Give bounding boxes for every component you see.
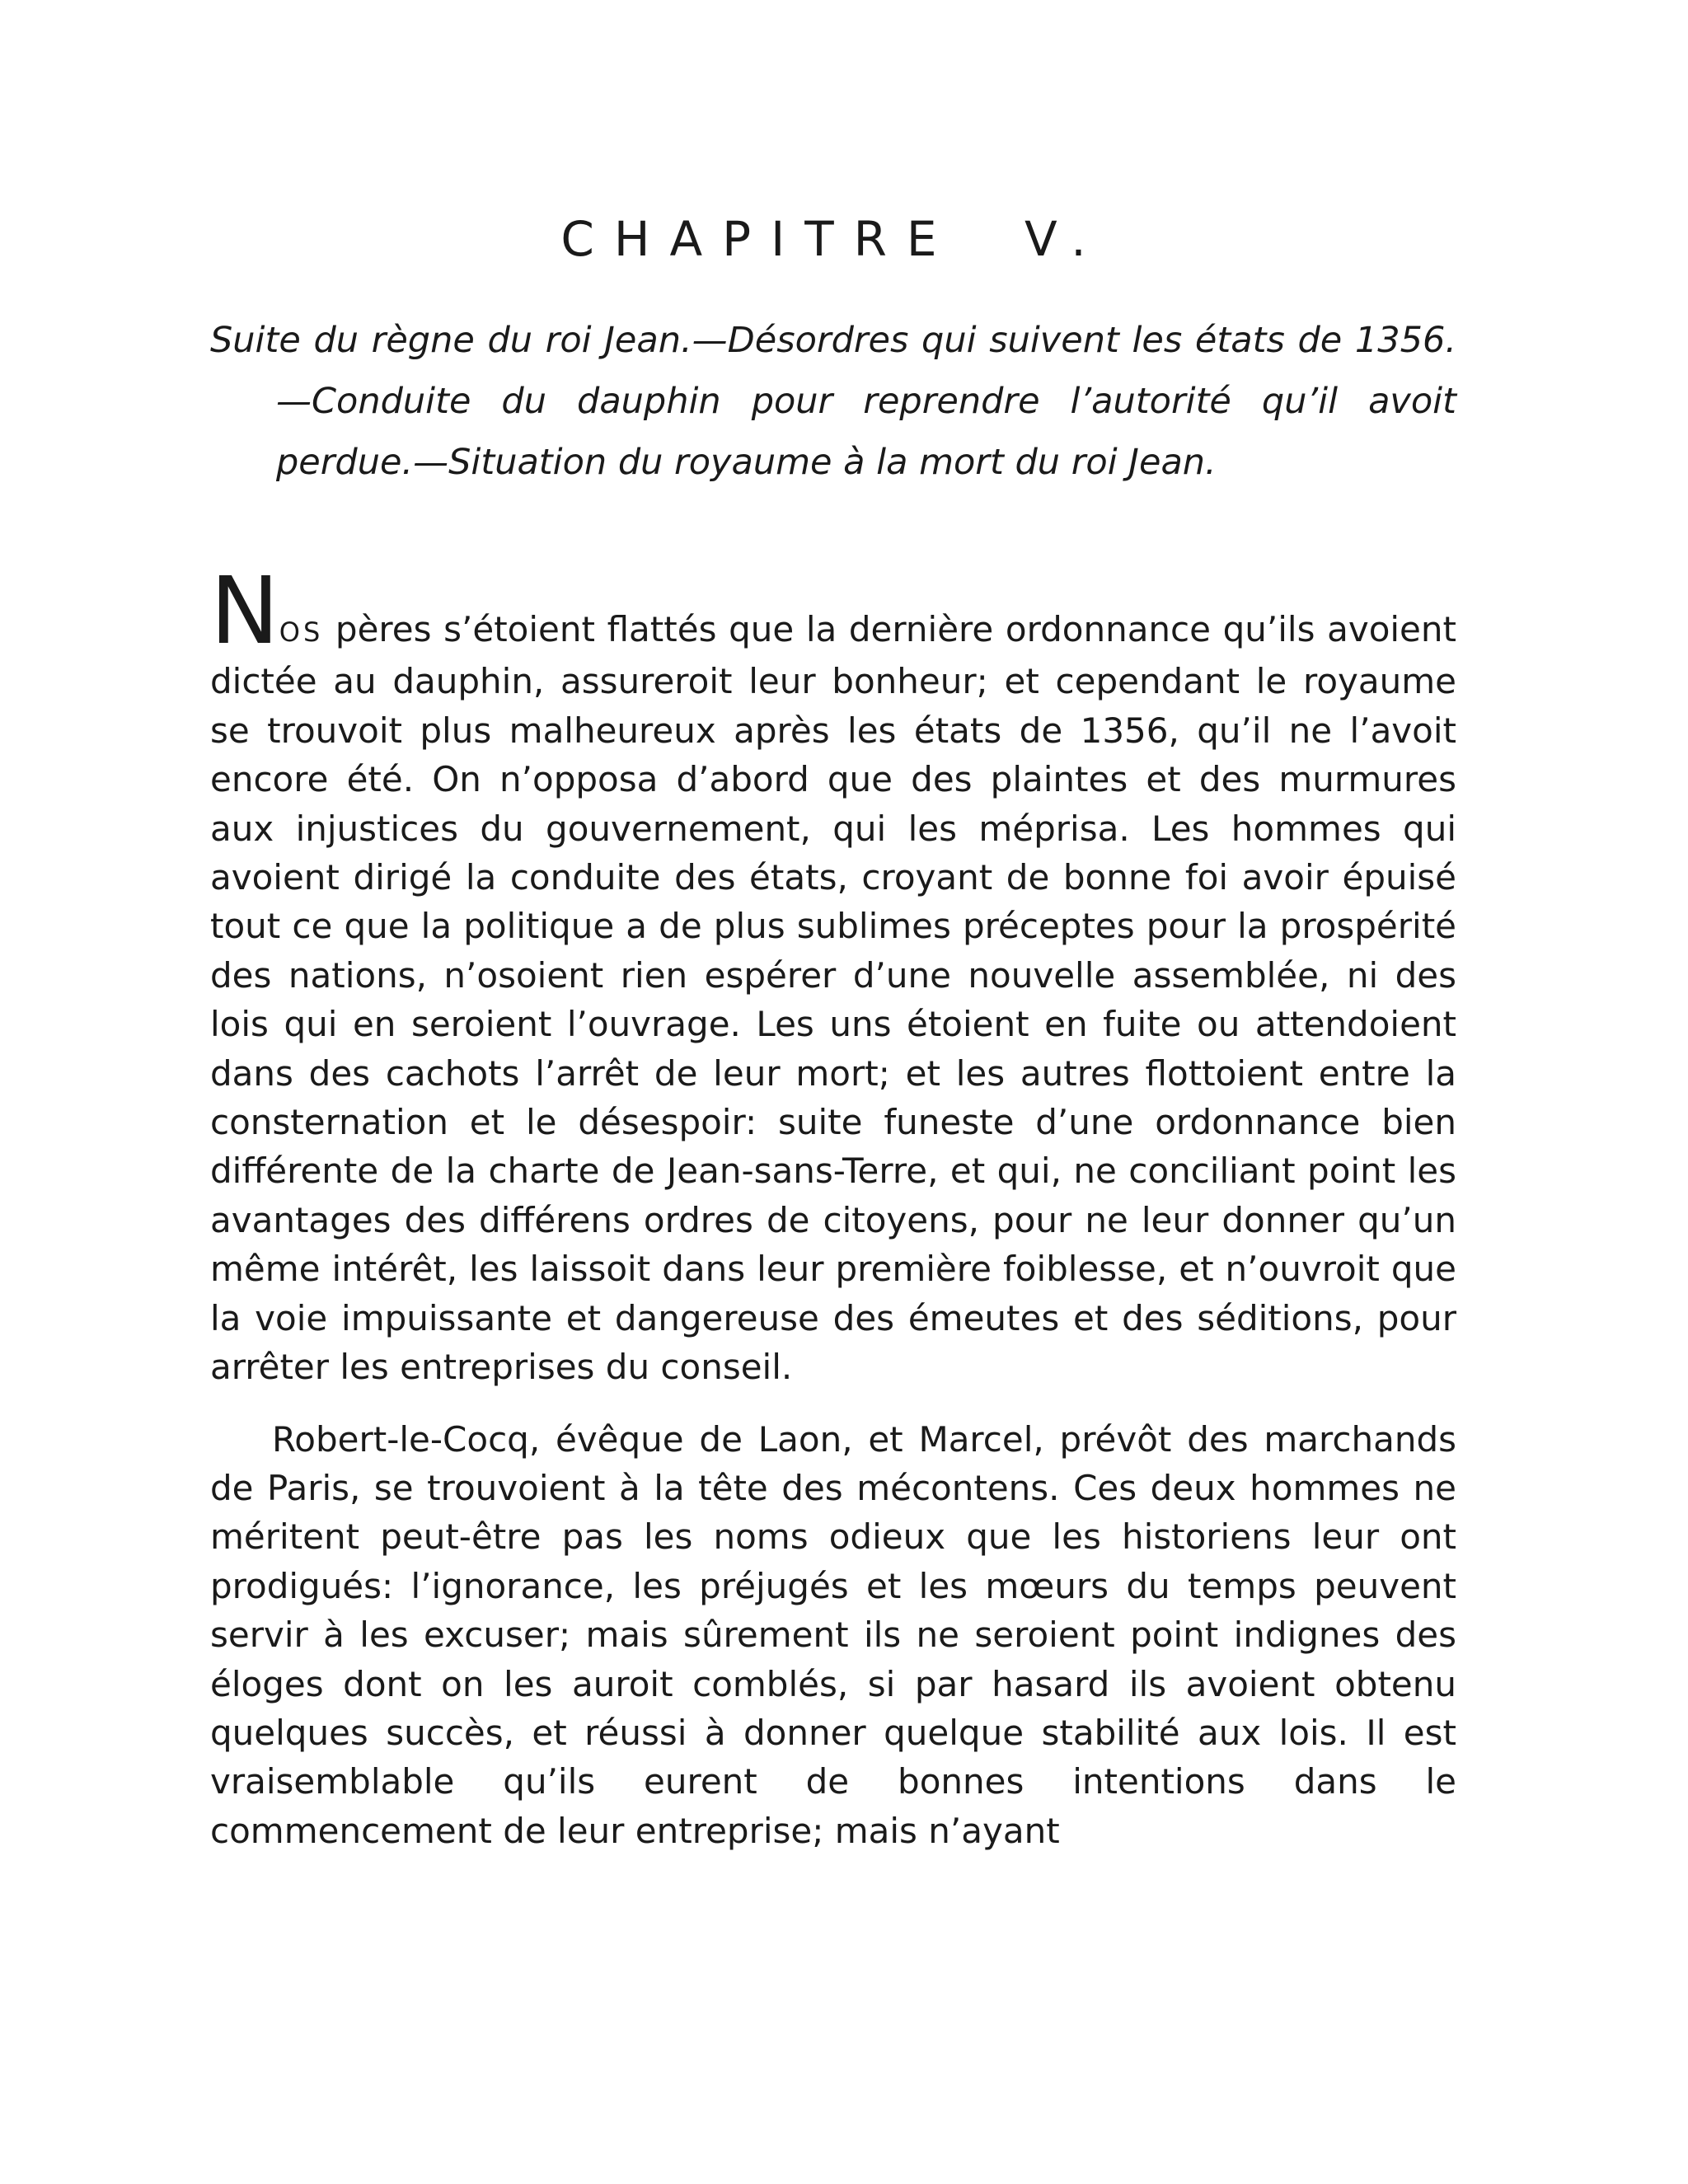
paragraph-2: Robert-le-Cocq, évêque de Laon, et Marcel, prévôt des marchands de Paris, se trouvoient à la tête des mécontens. Ces deux hommes ne méritent peut-être pas les noms odieux que les historiens leur ont prodigués: l’ignorance, les préjugés et les mœurs du temps peuvent servir à les excuser; mais sûrement ils ne seroient point indignes des éloges dont on les auroit comblés, si par hasard ils avoient obtenu quelques succès, et réussi à donner quelque stabilité aux lois. Il est vraisemblable qu’ils eurent de bonnes intentions dans le commencement de leur entreprise; mais n’ayant (210, 1418, 1456, 1851)
small-caps-lead: OS (279, 616, 324, 648)
paragraph-1 (210, 558, 1456, 1392)
chapter-summary: Suite du règne du roi Jean.—Désordres qui suivent les états de 1356.—Conduite du dauphin pour reprendre l’autorité qu’il avoit perdue.—Situation du royaume à la mort du roi Jean. (210, 320, 1456, 483)
page-content (210, 206, 1456, 1855)
drop-cap: N (210, 558, 279, 665)
paragraph-1-text: pères s’étoient flattés que la dernière ordonnance qu’ils avoient dictée au dauphin, assureroit leur bonheur; et cependant le royaume se trouvoit plus malheureux après les états de 1356, qu’il ne l’avoit encore été. On n’opposa d’abord que des plaintes et des murmures aux injustices du gouvernement, qui les méprisa. Les hommes qui avoient dirigé la conduite des états, croyant de bonne foi avoir épuisé tout ce que la politique a de plus sublimes préceptes pour la prospérité des nations, n’osoient rien espérer d’une nouvelle assemblée, ni des lois qui en seroient l’ouvrage. Les uns étoient en fuite ou attendoient dans des cachots l’arrêt de leur mort; et les autres flottoient entre la consternation et le désespoir: suite funeste d’une ordonnance bien différente de la charte de Jean-sans-Terre, et qui, ne conciliant point les avantages des différens ordres de citoyens, pour ne leur donner qu’un même intérêt, les laissoit dans leur première foiblesse, et n’ouvroit que la voie impuissante et dangereuse des émeutes et des séditions, pour arrêter les entreprises du conseil. (210, 609, 1456, 1388)
chapter-title: CHAPITRE V. (560, 211, 1106, 267)
